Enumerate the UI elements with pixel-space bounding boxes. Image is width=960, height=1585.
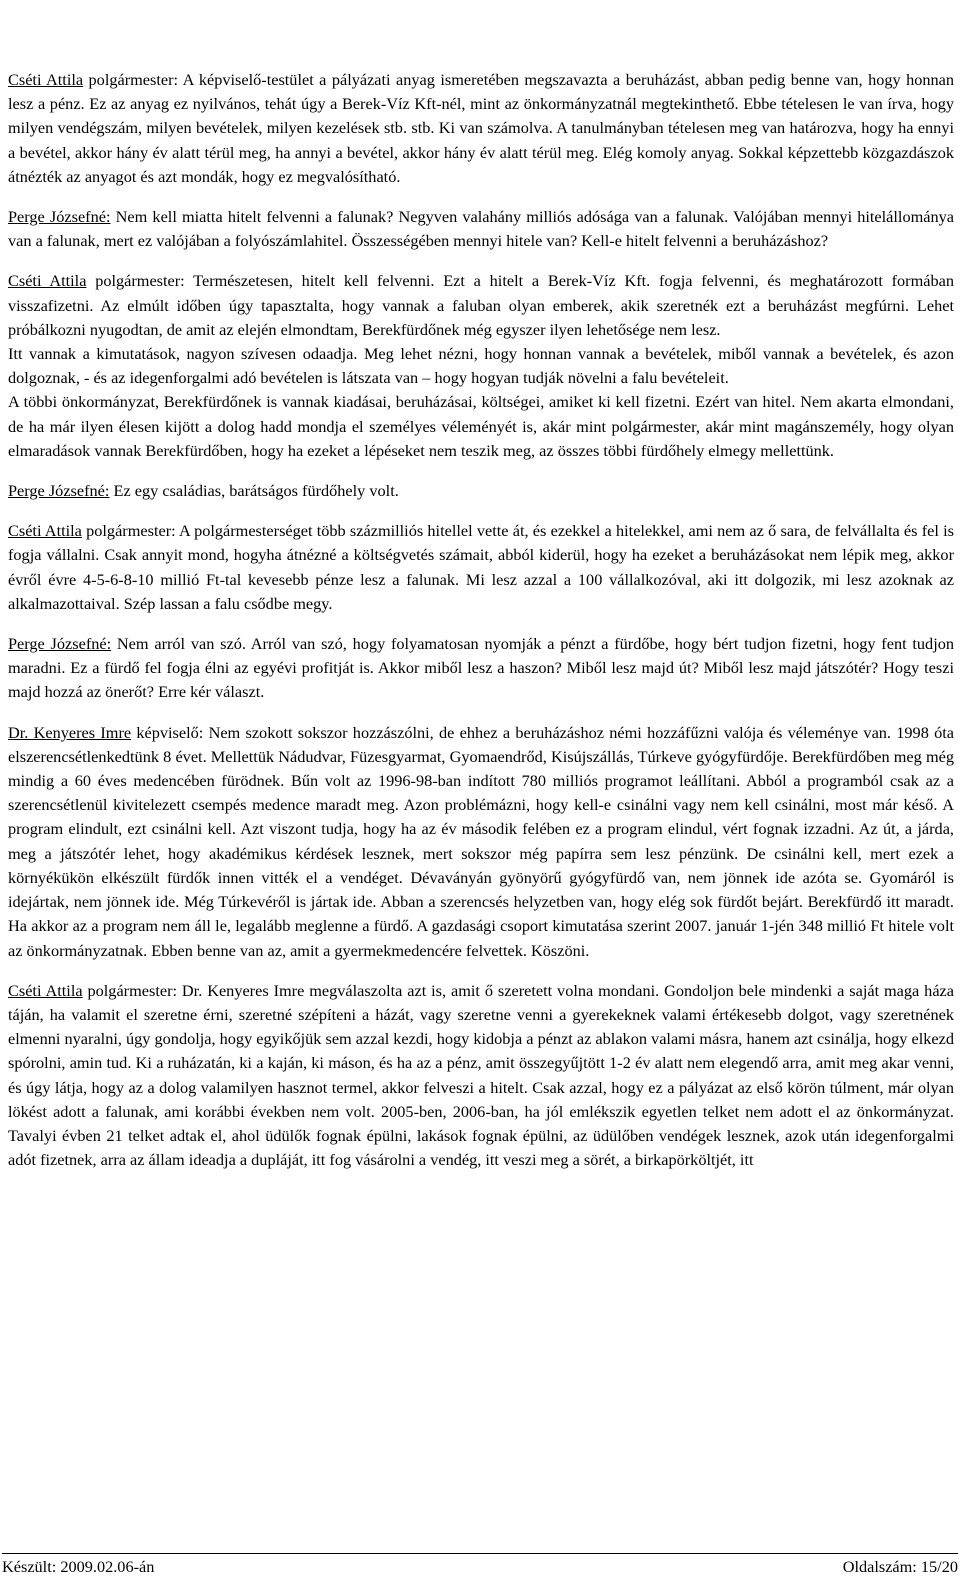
paragraph	[8, 68, 954, 189]
paragraph-text: polgármester: Dr. Kenyeres Imre megválaszolta azt is, amit ő szeretett volna mondani. Gondoljon bele mindenki a saját maga háza táján, ha valamit el szeretne érni, szeretné szépíteni a házát, vagy szeretne venni a gyerekeknek valami értékesebb dolgot, vagy szeretnének elmenni nyaralni, úgy gondolja, hogy egyikőjük sem azzal kezdi, hogy kidobja a pénzt az ablakon valami másra, hanem azt csinálja, hogy elkezd spórolni, amin tud. Ki a ruházatán, ki a kaján, ki máson, és ha az a pénz, amit összegyűjtött 1-2 év alatt nem elegendő arra, amit meg akar venni, és úgy látja, hogy az a dolog valamilyen hasznot termel, akkor felveszi a hitelt. Csak azzal, hogy ez a pályázat az első körön túlment, már olyan lökést adott a falunak, ami korábbi években nem volt. 2005-ben, 2006-ban, ha jól emlékszik egyetlen telket nem adott el az önkormányzat. Tavalyi évben 21 telket adtak el, ahol üdülők fognak épülni, lakások fognak épülni, az üdülőben vendégek lesznek, azok után idegenforgalmi adót fizetnek, arra az állam ideadja a dupláját, itt fog vásárolni a vendég, itt veszi meg a sörét, a birkapörköltjét, itt	[8, 980, 955, 1170]
footer-date: Készült: 2009.02.06-án	[2, 1557, 155, 1576]
paragraph-text: A többi önkormányzat, Berekfürdőnek is vannak kiadásai, beruházásai, költségei, amiket ki kell fizetni. Ezért van hitel. Nem akarta elmondani, de ha már ilyen élesen kijött a dolog hadd mondja el személyes véleményét is, akár mint polgármester, akár mint magánszemély, hogy olyan elmaradások vannak Berekfürdőben, hogy ha ezeket a lépéseket nem teszik meg, az összes többi fürdőhely elmegy mellettünk.	[8, 392, 954, 460]
speaker-name: Cséti Attila	[8, 70, 84, 89]
paragraph	[8, 205, 954, 253]
paragraph	[8, 342, 954, 390]
paragraph	[8, 632, 954, 705]
paragraph-text: Itt vannak a kimutatások, nagyon szívesen odaadja. Meg lehet nézni, hogy honnan vannak a bevételek, miből vannak a bevételek, és azon dolgoznak, - és az idegenforgalmi adó bevételen is látszata van – hogy hogyan tudják növelni a falu bevételeit.	[8, 344, 954, 388]
document-body	[8, 68, 954, 1172]
paragraph	[8, 479, 954, 503]
speaker-name: Cséti Attila	[8, 521, 82, 541]
paragraph	[8, 519, 954, 616]
footer-page-number: Oldalszám: 15/20	[842, 1557, 958, 1576]
paragraph-text: polgármester: Természetesen, hitelt kell felvenni. Ezt a hitelt a Berek-Víz Kft. fogja felvenni, és meghatározott formában visszafizetni. Az elmúlt időben úgy tapasztalta, hogy vannak a faluban olyan emberek, akik szeretnék ezt a beruházást megfúrni. Lehet próbálkozni nyugodtan, de amit az elején elmondtam, Berekfürdőnek még egyszer ilyen lehetősége nem lesz.	[8, 271, 954, 339]
speaker-name: Perge Józsefné:	[8, 634, 112, 654]
paragraph-text: Nem kell miatta hitelt felvenni a falunak? Negyven valahány milliós adósága van a falunak. Valójában mennyi hitelállománya van a falunak, mert ez valójában a folyószámlahitel. Összességében mennyi hitele van? Kell-e hitelt felvenni a beruházáshoz?	[8, 207, 954, 251]
speaker-name: Cséti Attila	[8, 980, 83, 1000]
paragraph	[8, 979, 954, 1173]
paragraph	[8, 721, 954, 963]
speaker-name: Perge Józsefné:	[8, 481, 110, 501]
speaker-name: Dr. Kenyeres Imre	[8, 722, 132, 742]
page-footer	[2, 1553, 958, 1577]
paragraph	[8, 269, 954, 342]
speaker-name: Cséti Attila	[8, 271, 87, 291]
paragraph-text: képviselő: Nem szokott sokszor hozzászólni, de ehhez a beruházáshoz némi hozzáfűzni valója és véleménye van. 1998 óta elszerencsétlenkedtünk 8 évet. Mellettük Nádudvar, Füzesgyarmat, Gyomaendrőd, Kisújszállás, Túrkeve gyógyfürdője. Berekfürdőben meg még mindig a 60 éves medencében fürödnek. Bűn volt az 1996-98-ban indított 780 milliós programot leállítani. Abból a programból csak az a szerencsétlenül kivitelezett csempés medence maradt meg. Azon problémázni, hogy kell-e csinálni vagy nem kell csinálni, most már késő. A program elindult, ezt csinálni kell. Azt viszont tudja, hogy ha az év második felében ez a program elindul, vért fognak izzadni. Az út, a járda, meg a játszótér lehet, hogy akadémikus kérdések lesznek, mert sokszor még papírra sem lesz pénzünk. De csinálni kell, mert ezek a környékükön elkészült fürdők innen vitték el a vendéget. Dévaványán gyönyörű gyógyfürdő van, nem jönnek ide azóta se. Gyomáról is idejártak, nem jönnek ide. Még Túrkevéről is jártak ide. Abban a szerencsés helyzetben van, hogy elég sok fürdőt bejárt. Berekfürdő itt maradt. Ha akkor az a program nem áll le, legalább meglenne a fürdő. A gazdasági csoport kimutatása szerint 2007. január 1-jén 348 millió Ft hitele volt az önkormányzatnak. Ebben benne van az, amit a gyermekmedencére felvettek. Köszöni.	[8, 722, 954, 960]
paragraph	[8, 390, 954, 463]
paragraph-text: Nem arról van szó. Arról van szó, hogy folyamatosan nyomják a pénzt a fürdőbe, hogy bért tudjon fizetni, hogy fent tudjon maradni. Ez a fürdő fel fogja élni az egyévi profitját is. Akkor miből lesz a haszon? Miből lesz majd út? Miből lesz majd játszótér? Hogy teszi majd hozzá az önerőt? Erre kér választ.	[8, 634, 954, 702]
paragraph-text: polgármester: A polgármesterséget több százmilliós hitellel vette át, és ezekkel a hitelekkel, ami nem az ő sara, de felvállalta és fel is fogja vállalni. Csak annyit mond, hogyha átnézné a költségvetés számait, abból kiderül, hogy ha ezeket a beruházásokat nem lépik meg, akkor évről évre 4-5-6-8-10 millió Ft-tal kevesebb pénze lesz a falunak. Mi lesz azzal a 100 vállalkozóval, aki itt dolgozik, mi lesz azoknak az alkalmazottaival. Szép lassan a falu csődbe megy.	[8, 521, 954, 613]
paragraph-text: Ez egy családias, barátságos fürdőhely volt.	[109, 481, 399, 501]
paragraph-text: polgármester: A képviselő-testület a pályázati anyag ismeretében megszavazta a beruházást, abban pedig benne van, hogy honnan lesz a pénz. Ez az anyag ez nyilvános, tehát úgy a Berek-Víz Kft-nél, mint az önkormányzatnál megtekinthető. Ebbe tételesen le van írva, hogy milyen vendégszám, milyen bevételek, milyen kezelések stb. stb. Ki van számolva. A tanulmányban tételesen meg van határozva, hogy ha ennyi a bevétel, akkor hány év alatt térül meg, ha annyi a bevétel, akkor hány év alatt térül meg. Elég komoly anyag. Sokkal képzettebb közgazdászok átnézték az anyagot és azt mondák, hogy ez megvalósítható.	[8, 70, 954, 186]
footer-divider	[2, 1553, 958, 1554]
speaker-name: Perge Józsefné:	[8, 207, 111, 227]
